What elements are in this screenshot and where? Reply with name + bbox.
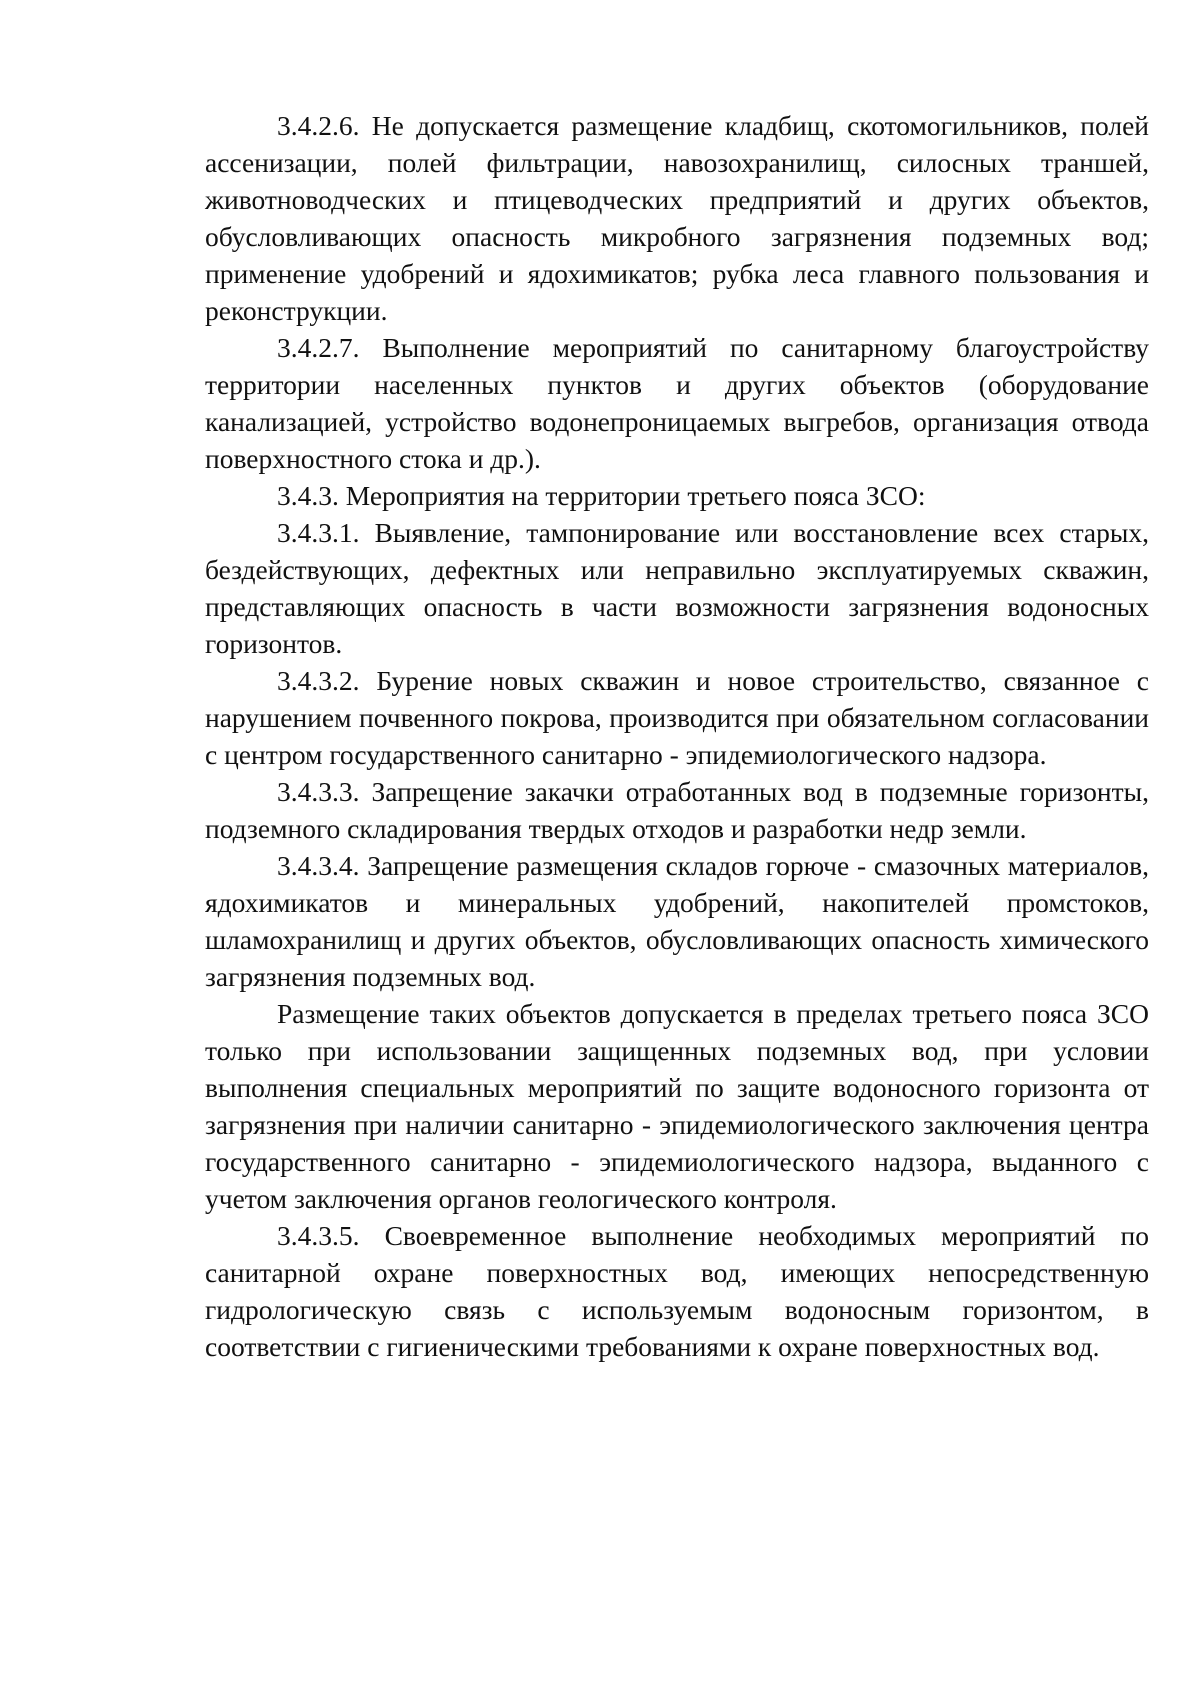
paragraph-3-4-3-5: 3.4.3.5. Своевременное выполнение необходимых мероприятий по санитарной охране поверхностных вод, имеющих непосредственную гидрологическую связь с используемым водоносным горизонтом, в соответствии с гигиеническими требованиями к охране поверхностных вод.	[205, 1220, 1149, 1362]
paragraph-3-4-3-3: 3.4.3.3. Запрещение закачки отработанных вод в подземные горизонты, подземного складирования твердых отходов и разработки недр земли.	[205, 776, 1149, 844]
paragraph-placement-conditions: Размещение таких объектов допускается в пределах третьего пояса ЗСО только при использовании защищенных подземных вод, при условии выполнения специальных мероприятий по защите водоносного горизонта от загрязнения при наличии санитарно - эпидемиологического заключения центра государственного санитарно - эпидемиологического надзора, выданного с учетом заключения органов геологического контроля.	[205, 998, 1149, 1214]
paragraph-3-4-3-2: 3.4.3.2. Бурение новых скважин и новое строительство, связанное с нарушением почвенного покрова, производится при обязательном согласовании с центром государственного санитарно - эпидемиологического надзора.	[205, 665, 1149, 770]
paragraph-3-4-2-7: 3.4.2.7. Выполнение мероприятий по санитарному благоустройству территории населенных пунктов и других объектов (оборудование канализацией, устройство водонепроницаемых выгребов, организация отвода поверхностного стока и др.).	[205, 332, 1149, 474]
paragraph-3-4-3-4: 3.4.3.4. Запрещение размещения складов горюче - смазочных материалов, ядохимикатов и минеральных удобрений, накопителей промстоков, шламохранилищ и других объектов, обусловливающих опасность химического загрязнения подземных вод.	[205, 850, 1149, 992]
paragraph-3-4-3: 3.4.3. Мероприятия на территории третьего пояса ЗСО:	[277, 480, 926, 511]
paragraph-3-4-2-6: 3.4.2.6. Не допускается размещение кладбищ, скотомогильников, полей ассенизации, полей фильтрации, навозохранилищ, силосных траншей, животноводческих и птицеводческих предприятий и других объектов, обусловливающих опасность микробного загрязнения подземных вод; применение удобрений и ядохимикатов; рубка леса главного пользования и реконструкции.	[205, 110, 1149, 326]
document-body	[205, 107, 1149, 1365]
paragraph-3-4-3-1: 3.4.3.1. Выявление, тампонирование или восстановление всех старых, бездействующих, дефектных или неправильно эксплуатируемых скважин, представляющих опасность в части возможности загрязнения водоносных горизонтов.	[205, 517, 1149, 659]
